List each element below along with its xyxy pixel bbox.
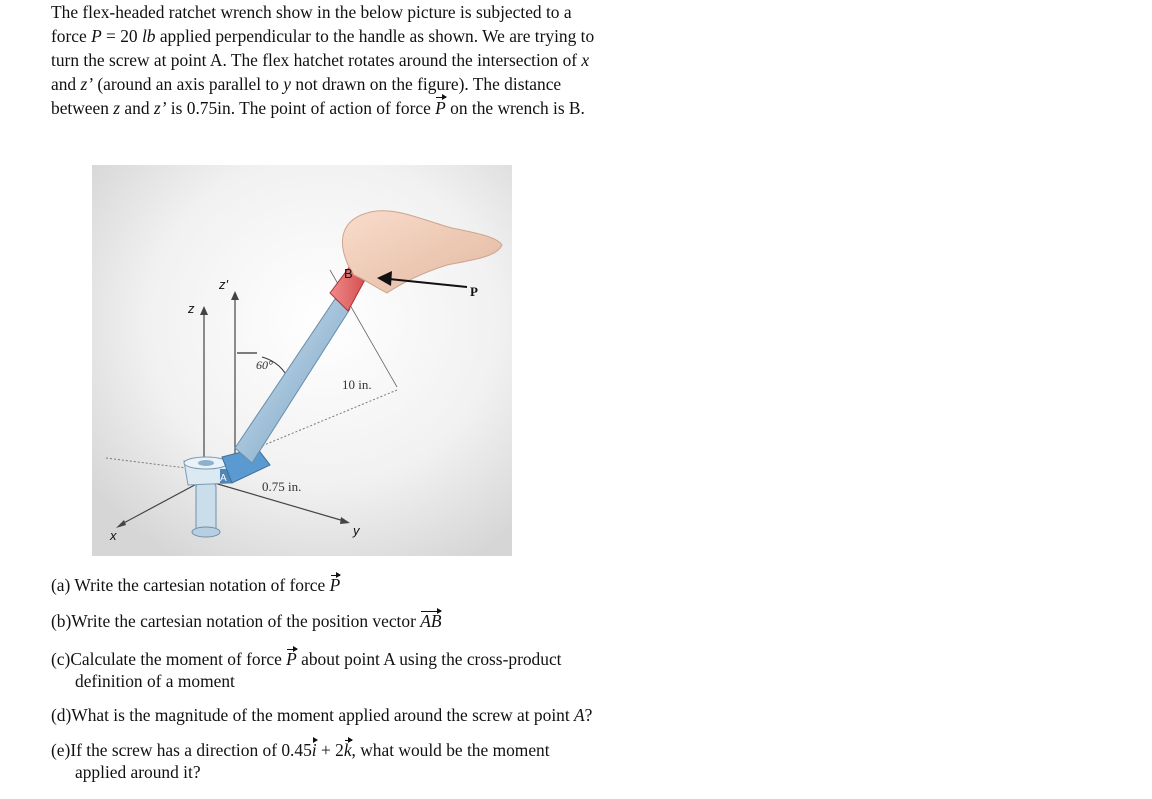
label-z-prime: z': [219, 277, 228, 292]
label-angle: 60°: [256, 358, 273, 372]
intro-line-4: and z’ (around an axis parallel to y not drawn on the figure). The distance: [51, 74, 562, 94]
intro-line-2: force P = 20 lb applied perpendicular to the handle as shown. We are trying to: [51, 26, 595, 46]
intro-line-5: between z and z’ is 0.75in. The point of action of force P on the wrench is B.: [51, 98, 585, 118]
label-b: B: [344, 266, 353, 281]
label-y: y: [353, 523, 360, 538]
label-x: x: [110, 528, 117, 543]
screw-base: [192, 527, 220, 537]
socket-hole: [198, 460, 214, 466]
wrench-figure: [92, 165, 512, 556]
label-10in: 10 in.: [342, 377, 372, 392]
screw-shank: [196, 483, 216, 533]
label-a: A: [220, 473, 227, 484]
label-075in: 0.75 in.: [262, 479, 302, 494]
question-e: (e)If the screw has a direction of 0.45i + 2k, what would be the moment applied around it?: [51, 740, 550, 782]
question-d: (d)What is the magnitude of the moment applied around the screw at point A?: [51, 705, 593, 725]
question-c: (c)Calculate the moment of force P about point A using the cross-product definition of a moment: [51, 649, 562, 691]
question-b: (b)Write the cartesian notation of the position vector AB: [51, 611, 442, 631]
label-p: P: [470, 284, 478, 299]
intro-line-3: turn the screw at point A. The flex hatchet rotates around the intersection of x: [51, 50, 590, 70]
problem-statement: [51, 0, 671, 120]
intro-line-1: The flex-headed ratchet wrench show in the below picture is subjected to a: [51, 2, 572, 22]
question-a: (a) Write the cartesian notation of force P: [51, 575, 341, 595]
label-z: z: [188, 301, 195, 316]
